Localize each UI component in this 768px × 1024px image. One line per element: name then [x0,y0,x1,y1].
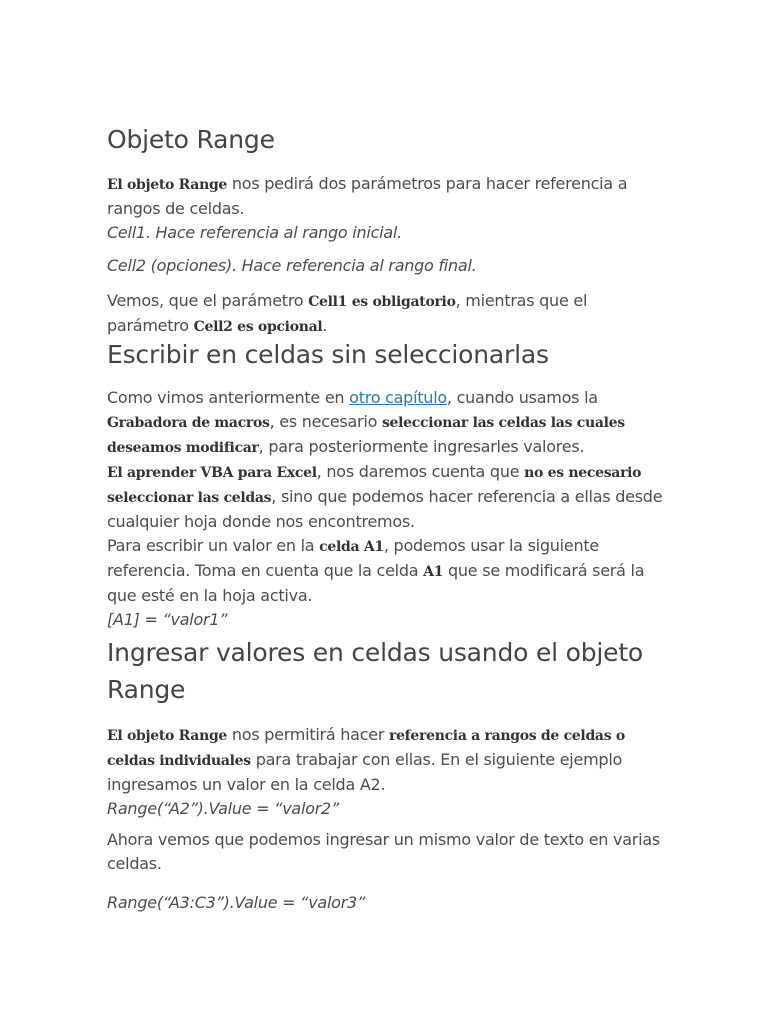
body-text: que se modificará será la que esté en la hoja activa. [107,561,645,605]
body-text: Para escribir un valor en la [107,536,320,555]
code-example: [A1] = “valor1” [107,610,228,629]
body-text: , sino que podemos hacer referencia a ellas desde cualquier hoja donde nos encontremos. [107,487,663,531]
bold-text: seleccionar las celdas las cuales deseamos modificar [107,415,625,456]
bold-text: Cell2 es opcional [193,319,323,335]
italic-text: Cell2 (opciones). Hace referencia al rango final. [107,256,477,275]
bold-text: El aprender VBA para Excel [107,465,317,481]
body-text: . [322,316,328,335]
paragraph-range-object [107,723,663,821]
body-text: , podemos usar la siguiente referencia. Toma en cuenta que la celda [107,536,599,580]
bold-text: Cell1 es obligatorio [308,294,456,310]
paragraph-cell-required [107,289,663,339]
bold-text: referencia a rangos de celdas o celdas individuales [107,728,625,769]
bold-text: celda A1 [319,539,384,555]
bold-text: El objeto Range [107,728,228,744]
code-example: Range(“A2”).Value = “valor2” [107,799,340,818]
bold-text: A1 [423,564,444,580]
paragraph-range-parameters [107,172,663,245]
body-text: , para posteriormente ingresarles valores. [258,437,585,456]
body-text: para trabajar con ellas. En el siguiente ejemplo ingresamos un valor en la celda A2. [107,750,623,794]
section-title-objeto-range: Objeto Range [107,125,275,154]
paragraph-write-cells [107,386,663,632]
body-text: Ahora vemos que podemos ingresar un mismo valor de texto en varias celdas. [107,830,660,873]
body-text: , cuando usamos la [446,388,598,407]
code-example: Range(“A3:C3”).Value = “valor3” [107,893,366,912]
body-text: Como vimos anteriormente en [107,388,350,407]
otro-capitulo-link[interactable]: otro capítulo [349,388,447,407]
italic-text: Cell1. Hace referencia al rango inicial. [107,223,402,242]
section-title-ingresar-valores: Ingresar valores en celdas usando el objeto Range [107,638,644,704]
bold-text: Grabadora de macros [107,415,270,431]
body-text: nos permitirá hacer [227,725,389,744]
paragraph-multiple-cells [107,828,663,876]
body-text: Vemos, que el parámetro [107,291,309,310]
body-text: , mientras que el parámetro [107,291,588,335]
body-text: , es necesario [269,412,382,431]
body-text: , nos daremos cuenta que [316,462,525,481]
paragraph-code-example [107,891,365,915]
paragraph-cell2 [107,254,476,278]
bold-text: El objeto Range [107,177,228,193]
bold-text: no es necesario seleccionar las celdas [107,465,642,506]
section-title-escribir-celdas: Escribir en celdas sin seleccionarlas [107,340,549,369]
body-text: nos pedirá dos parámetros para hacer referencia a rangos de celdas. [107,174,628,218]
